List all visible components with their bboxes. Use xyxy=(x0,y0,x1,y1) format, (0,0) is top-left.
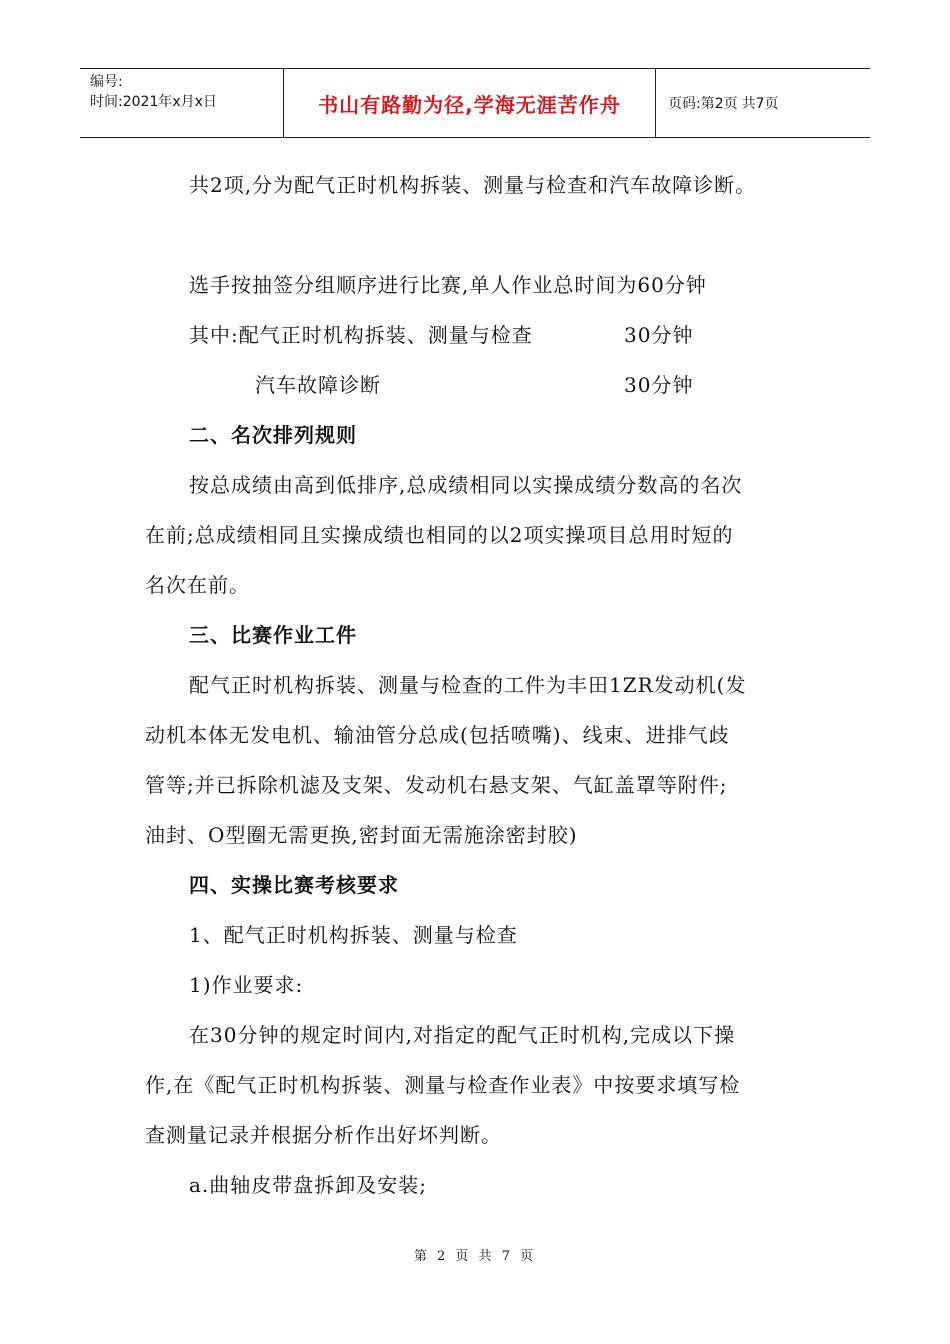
time-row-2 xyxy=(145,360,815,410)
header-page-cell xyxy=(656,69,870,137)
paragraph: 共2项,分为配气正时机构拆装、测量与检查和汽车故障诊断。 xyxy=(189,173,757,197)
document-body xyxy=(145,160,815,1210)
time-row-label: 其中:配气正时机构拆装、测量与检查 xyxy=(189,323,533,347)
time-row-label: 汽车故障诊断 xyxy=(255,373,381,397)
time-row-1 xyxy=(145,310,815,360)
header-motto-cell xyxy=(284,69,656,137)
paragraph-line: 名次在前。 xyxy=(145,573,250,597)
subsection-title: 1)作业要求: xyxy=(189,973,304,997)
list-item: a.曲轴皮带盘拆卸及安装; xyxy=(189,1173,428,1197)
time-row-value: 30分钟 xyxy=(624,373,694,397)
paragraph-line: 按总成绩由高到低排序,总成绩相同以实操成绩分数高的名次 xyxy=(189,473,743,497)
header-time-label: 时间:2021年x月x日 xyxy=(90,94,217,110)
paragraph-line: 在前;总成绩相同且实操成绩也相同的以2项实操项目总用时短的 xyxy=(145,523,734,547)
paragraph-line: 配气正时机构拆装、测量与检查的工件为丰田1ZR发动机(发 xyxy=(189,673,747,697)
page-header xyxy=(80,68,870,138)
time-row-value: 30分钟 xyxy=(624,323,694,347)
blank-line xyxy=(145,210,815,260)
paragraph-line: 在30分钟的规定时间内,对指定的配气正时机构,完成以下操 xyxy=(189,1023,736,1047)
header-total-label: 共7页 xyxy=(741,96,779,112)
header-page-label: 页码:第2页 xyxy=(668,96,738,112)
header-number-label: 编号: xyxy=(90,74,123,90)
subsection-title: 1、配气正时机构拆装、测量与检查 xyxy=(189,923,518,947)
paragraph-line: 管等;并已拆除机滤及支架、发动机右悬支架、气缸盖罩等附件; xyxy=(145,773,728,797)
page-footer: 第 2 页 共 7 页 xyxy=(413,1249,537,1264)
header-motto: 书山有路勤为径,学海无涯苦作舟 xyxy=(318,92,621,117)
section-heading: 四、实操比赛考核要求 xyxy=(189,873,399,897)
paragraph-line: 查测量记录并根据分析作出好坏判断。 xyxy=(145,1123,502,1147)
paragraph-line: 作,在《配气正时机构拆装、测量与检查作业表》中按要求填写检 xyxy=(145,1073,741,1097)
section-heading: 二、名次排列规则 xyxy=(189,423,357,447)
section-heading: 三、比赛作业工件 xyxy=(189,623,357,647)
header-meta xyxy=(80,69,284,137)
paragraph: 选手按抽签分组顺序进行比赛,单人作业总时间为60分钟 xyxy=(189,273,707,297)
paragraph-line: 动机本体无发电机、输油管分总成(包括喷嘴)、线束、进排气歧 xyxy=(145,723,730,747)
paragraph-line: 油封、O型圈无需更换,密封面无需施涂密封胶) xyxy=(145,823,578,847)
